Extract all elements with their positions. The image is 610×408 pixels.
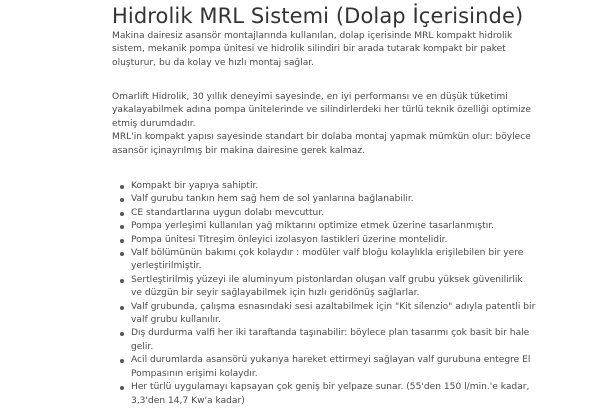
list-item-text: ve düzgün bir seyir sağlayabilmek için hızlı geridönüş sağlarlar. (131, 288, 420, 299)
list-item-text: yerleştirilmiştir. (131, 261, 202, 272)
list-item-text: Dış durdurma valfi her iki taraftanda taşınabilir: böylece plan tasarımı çok basit bir hale (131, 328, 530, 339)
list-item-text: CE standartlarına uygun dolabı mevcuttur. (131, 207, 325, 218)
list-item (131, 234, 535, 247)
list-item (131, 301, 535, 328)
list-item (131, 354, 535, 381)
list-item (131, 274, 535, 301)
experience-paragraph (112, 91, 531, 158)
list-item (131, 207, 535, 220)
list-item (131, 247, 535, 274)
list-item (131, 180, 535, 193)
list-item-text: Pompa yerleşimi kullanılan yağ miktarını optimize etmek üzerine tasarlanmıştır. (131, 221, 495, 232)
experience-line: asansör içinayrılmış bir makina dairesine gerek kalmaz. (112, 145, 366, 156)
list-item-text: valf grubu kullanılır. (131, 315, 221, 326)
list-item-text: Acil durumlarda asansörü yukarıya hareket ettirmeyi sağlayan valf gurubuna entegre El (131, 355, 531, 366)
list-item-text: Kompakt bir yapıya sahiptir. (131, 181, 259, 191)
experience-line: Omarlift Hidrolik, 30 yıllık deneyimi sayesinde, en iyi performansı ve en düşük tüketimi (112, 92, 508, 102)
list-item-text: Sertleştirilmiş yüzeyi ile aluminyum pistonlardan oluşan valf grubu yüksek güvenilirlik (131, 274, 523, 285)
list-item-text: Valf grubunda, çalışma esnasındaki sesi azaltabilmek için "Kit silenzio" adıyla patentli bir (131, 301, 536, 312)
list-item (131, 381, 535, 408)
list-item-text: Her türlü uygulamayı kapsayan çok geniş bir yelpaze sunar. (55'den 150 l/min.'e kadar, (131, 382, 530, 393)
list-item (131, 220, 535, 233)
list-item-text: gelir. (131, 341, 154, 352)
list-item-text: Valf bölümünün bakımı çok kolaydır : modüler valf bloğu kolaylıkla erişilebilen bir yere (131, 248, 524, 259)
intro-line: oluşturur, bu da kolay ve hızlı montaj sağlar. (112, 57, 315, 68)
experience-line: yakalayabilmek adına pompa ünitelerinde ve silindirlerdeki her türlü teknik özelliği optimize (112, 105, 532, 116)
page-title: Hidrolik MRL Sistemi (Dolap İçerisinde) (112, 4, 524, 28)
intro-line: Makina dairesiz asansör montajlarında kullanılan, dolap içerisinde MRL kompakt hidrolik (112, 31, 513, 41)
list-item (131, 327, 535, 354)
list-item-text: Pompa ünitesi Titreşim önleyici izolasyon lastikleri üzerine montelidir. (131, 234, 448, 245)
feature-list (112, 180, 535, 408)
list-item-text: Valf gurubu tankın hem sağ hem de sol yanlarına bağlanabilir. (131, 194, 414, 205)
list-item (131, 193, 535, 206)
intro-line: sistem, mekanik pompa ünitesi ve hidrolik silindiri bir arada tutarak kompakt bir paket (112, 44, 506, 55)
experience-line: etmiş durumdadır. (112, 118, 196, 129)
intro-paragraph (112, 30, 512, 70)
list-item-text: Pompasının erişimi kolaydır. (131, 368, 258, 379)
experience-line: MRL'in kompakt yapısı sayesinde standart bir dolaba montaj yapmak mümkün olur: böylece (112, 132, 531, 143)
list-item-text: 3,3'den 14,7 Kw'a kadar) (131, 395, 245, 406)
